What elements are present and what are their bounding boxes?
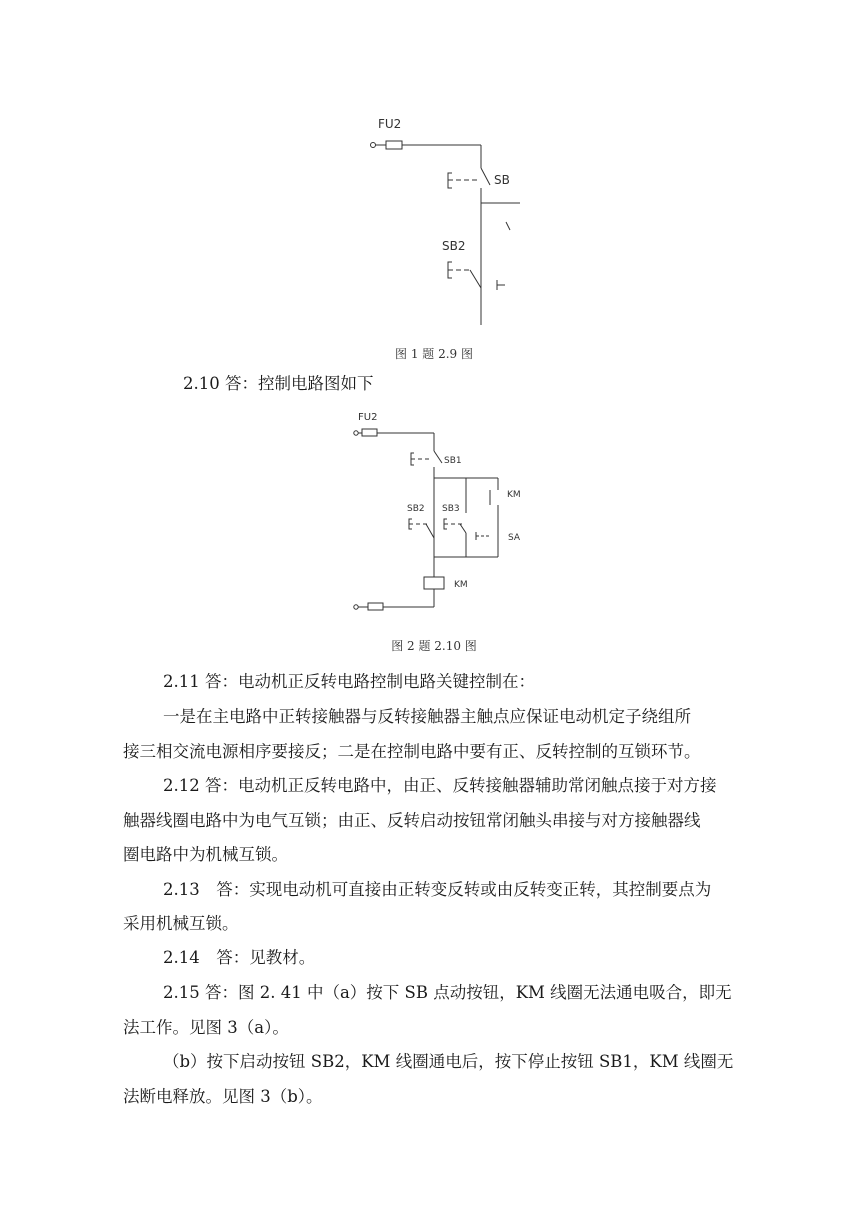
fig2-label-sb2: SB2: [407, 504, 425, 514]
fig1-label-sb2: SB2: [442, 239, 466, 253]
heading-2-10: 2.10 答：控制电路图如下: [183, 374, 374, 393]
figure-1-circuit: [360, 110, 520, 335]
text-line-13: 法断电释放。见图 3（b）。: [123, 1087, 323, 1106]
fig2-label-sb1: SB1: [444, 456, 462, 466]
fig2-label-sa: SA: [508, 533, 521, 543]
text-line-2: 一是在主电路中正转接触器与反转接触器主触点应保证电动机定子绕组所: [163, 707, 691, 726]
text-line-12: （b）按下启动按钮 SB2，KM 线圈通电后，按下停止按钮 SB1，KM 线圈无: [163, 1052, 734, 1071]
fig2-label-sb3: SB3: [442, 504, 460, 514]
text-line-5: 触器线圈电路中为电气互锁；由正、反转启动按钮常闭触头串接与对方接触器线: [123, 811, 701, 830]
fig1-label-fu2: FU2: [378, 117, 402, 131]
text-line-9: 2.14 答：见教材。: [163, 948, 316, 967]
figure-1-caption: 图 1 题 2.9 图: [395, 347, 473, 361]
figure-2-caption: 图 2 题 2.10 图: [391, 639, 477, 653]
fig2-label-km-coil: KM: [454, 580, 468, 590]
figure-2-circuit: [350, 405, 550, 620]
text-line-3: 接三相交流电源相序要接反；二是在控制电路中要有正、反转控制的互锁环节。: [123, 742, 701, 761]
text-line-11: 法工作。见图 3（a）。: [123, 1018, 289, 1037]
text-line-8: 采用机械互锁。: [123, 914, 239, 933]
fig2-label-fu2: FU2: [358, 412, 378, 423]
text-line-7: 2.13 答：实现电动机可直接由正转变反转或由反转变正转，其控制要点为: [163, 880, 712, 899]
fig2-label-km-contact: KM: [507, 490, 521, 500]
text-line-4: 2.12 答：电动机正反转电路中，由正、反转接触器辅助常闭触点接于对方接: [163, 776, 717, 795]
text-line-6: 圈电路中为机械互锁。: [123, 845, 288, 864]
text-line-10: 2.15 答：图 2. 41 中（a）按下 SB 点动按钮，KM 线圈无法通电吸合，即无: [163, 983, 732, 1002]
fig1-label-sb: SB: [494, 173, 510, 187]
text-line-1: 2.11 答：电动机正反转电路控制电路关键控制在：: [163, 672, 535, 691]
